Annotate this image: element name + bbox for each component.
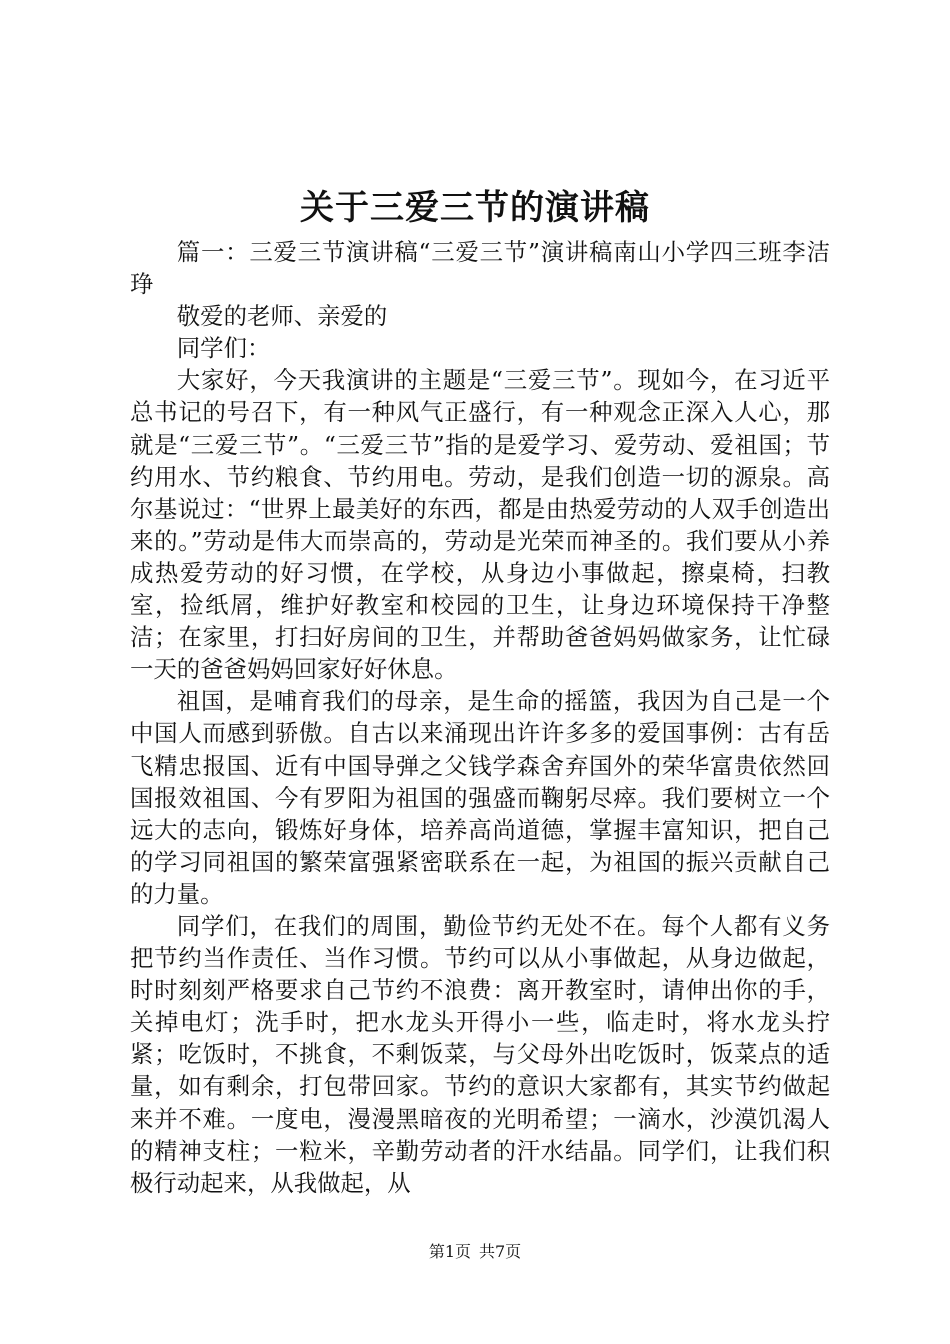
page-number: 第1页 [428,1242,471,1261]
paragraph-heading: 篇一：三爱三节演讲稿“三爱三节”演讲稿南山小学四三班李洁琤 [130,238,830,299]
document-body [130,236,830,1199]
page-total: 共7页 [479,1242,522,1261]
paragraph-love-country: 祖国，是哺育我们的母亲，是生命的摇篮，我因为自己是一个中国人而感到骄傲。自古以来涌现出许许多多的爱国事例：古有岳飞精忠报国、近有中国导弹之父钱学森舍弃国外的荣华富贵依然回国报效祖国、今有罗阳为祖国的强盛而鞠躬尽瘁。我们要树立一个远大的志向，锻炼好身体，培养高尚道德，掌握丰富知识，把自己的学习同祖国的繁荣富强紧密联系在一起，为祖国的振兴贡献自己的力量。 [130,687,830,908]
paragraph-salutation-continued: 同学们： [176,334,271,363]
document-title: 关于三爱三节的演讲稿 [300,188,650,228]
paragraph-thrift: 同学们，在我们的周围，勤俭节约无处不在。每个人都有义务把节约当作责任、当作习惯。节约可以从小事做起，从身边做起，时时刻刻严格要求自己节约不浪费：离开教室时，请伸出你的手，关掉电灯；洗手时，把水龙头开得小一些，临走时，将水龙头拧紧；吃饭时，不挑食，不剩饭菜，与父母外出吃饭时，饭菜点的适量，如有剩余，打包带回家。节约的意识大家都有，其实节约做起来并不难。一度电，漫漫黑暗夜的光明希望；一滴水，沙漠饥渴人的精神支柱；一粒米，辛勤劳动者的汗水结晶。同学们，让我们积极行动起来，从我做起，从 [130,911,830,1197]
paragraph-salutation: 敬爱的老师、亲爱的 [176,302,388,331]
page-footer [0,1241,950,1263]
paragraph-love-labor: 大家好，今天我演讲的主题是“三爱三节”。现如今，在习近平总书记的号召下，有一种风气正盛行，有一种观念正深入人心，那就是“三爱三节”。“三爱三节”指的是爱学习、爱劳动、爱祖国；节约用水、节约粮食、节约用电。劳动，是我们创造一切的源泉。高尔基说过：“世界上最美好的东西，都是由热爱劳动的人双手创造出来的。”劳动是伟大而崇高的，劳动是光荣而神圣的。我们要从小养成热爱劳动的好习惯，在学校，从身边小事做起，擦桌椅，扫教室，捡纸屑，维护好教室和校园的卫生，让身边环境保持干净整洁；在家里，打扫好房间的卫生，并帮助爸爸妈妈做家务，让忙碌一天的爸爸妈妈回家好好休息。 [130,366,830,684]
